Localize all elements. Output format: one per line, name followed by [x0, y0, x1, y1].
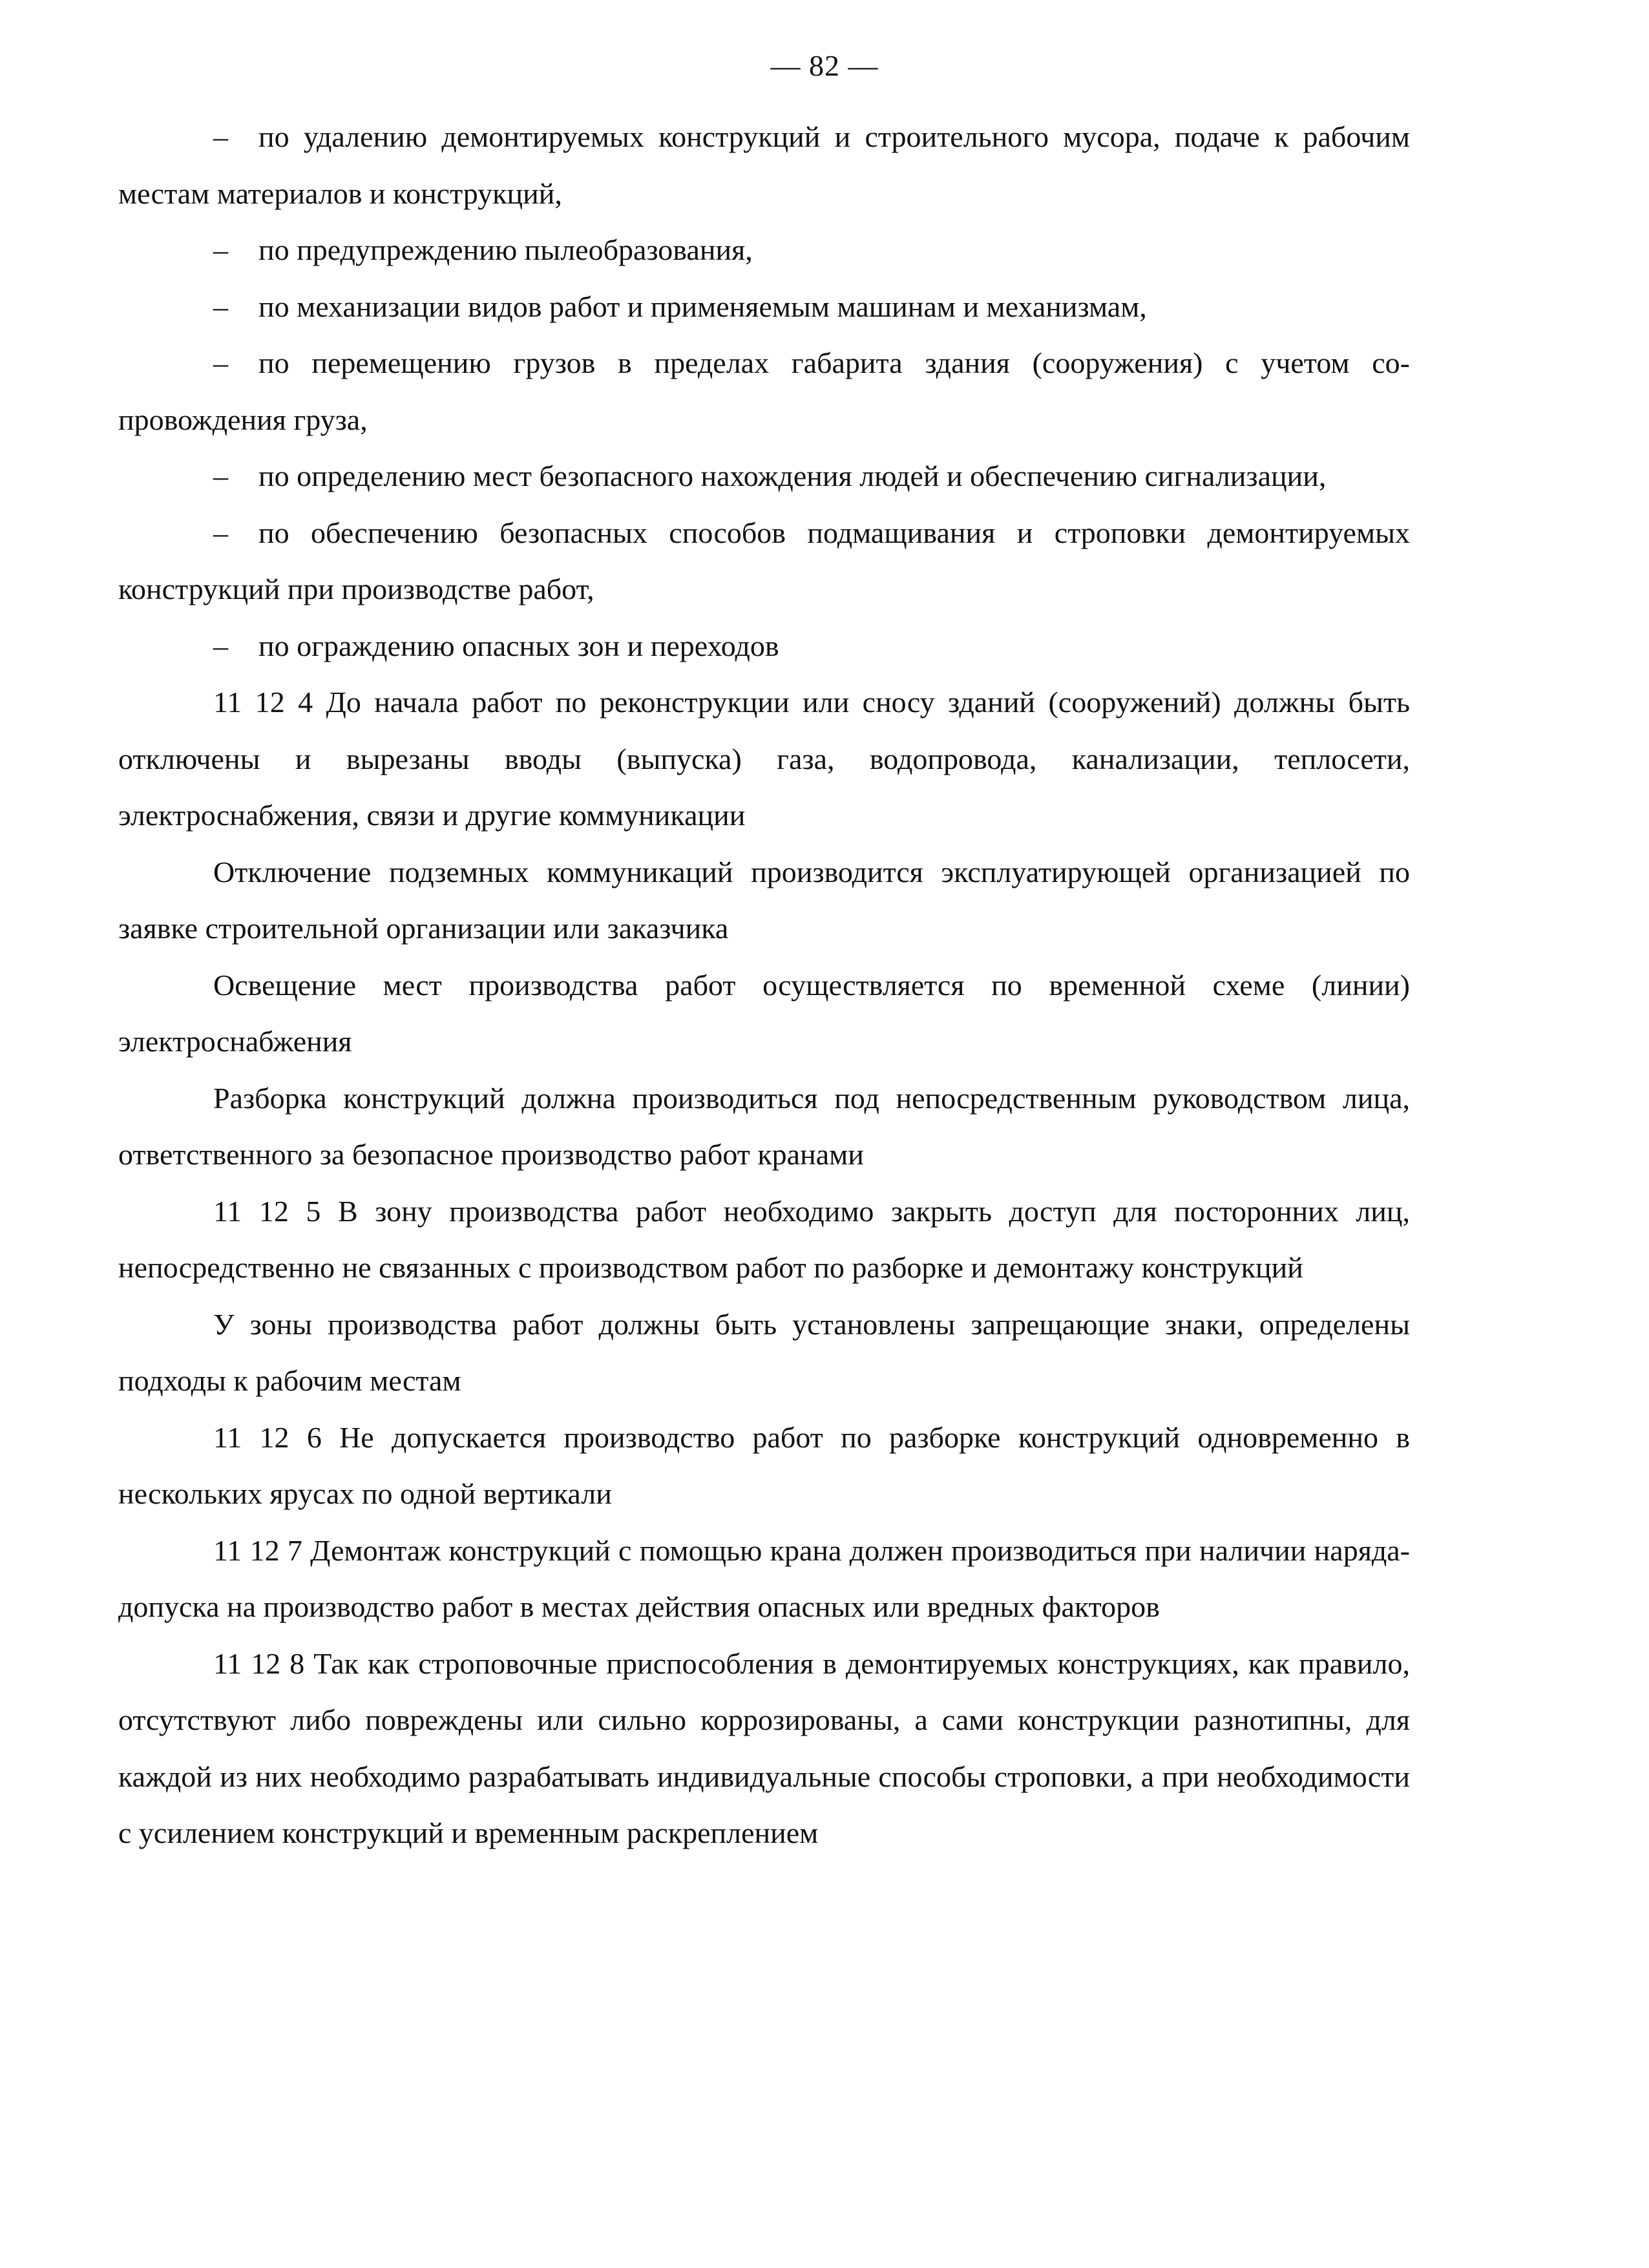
list-item-text: по определению мест безопасного нахождения людей и обеспечению сигнализации, — [258, 459, 1327, 492]
dash-marker: – — [213, 516, 228, 549]
dash-marker: – — [213, 629, 228, 662]
list-item — [118, 222, 1410, 278]
list-item-text: по ограждению опасных зон и переходов — [258, 629, 779, 662]
page-number: — 82 — — [770, 49, 879, 82]
list-item-text: по перемещению грузов в пределах габарита здания (сооружения) с учетом сопровождения груза, — [118, 346, 1410, 436]
list-item — [118, 505, 1410, 618]
paragraph-warning-signs: У зоны производства работ должны быть установлены запрещающие знаки, определены подходы к рабочим местам — [118, 1307, 1410, 1397]
paragraph-disconnection: Отключение подземных коммуникаций производится эксплуатирующей организацией по заявке строительной организации или заказчика — [118, 855, 1410, 945]
dash-marker: – — [213, 459, 228, 492]
list-item — [118, 109, 1410, 222]
list-item — [118, 335, 1410, 448]
list-item — [118, 448, 1410, 505]
list-item — [118, 618, 1410, 675]
clause-11-12-7: 11 12 7 Демонтаж конструкций с помощью крана должен производиться при наличии наряда-допуска на производство работ в местах действия опасных или вредных факторов — [118, 1533, 1410, 1623]
clause-11-12-4: 11 12 4 До начала работ по реконструкции или сносу зданий (сооружений) должны быть отключены и вырезаны вводы (выпуска) газа, водопровода, канализации, теплосети, электроснабжения, связи и другие коммуникации — [118, 686, 1410, 832]
clause-11-12-5: 11 12 5 В зону производства работ необходимо закрыть доступ для посторонних лиц, непосредственно не связанных с производством работ по разборке и демонтажу конструкций — [118, 1194, 1410, 1284]
paragraph-dismantling-supervision: Разборка конструкций должна производиться под непосредственным руководством лица, ответственного за безопасное производство работ кранами — [118, 1081, 1410, 1171]
list-item — [118, 278, 1410, 335]
dash-marker: – — [213, 289, 228, 323]
paragraph-lighting: Освещение мест производства работ осуществляется по временной схеме (линии) электроснабжения — [118, 968, 1410, 1058]
dash-marker: – — [213, 120, 228, 153]
document-body — [118, 109, 1410, 1862]
dash-marker: – — [213, 233, 228, 266]
dash-marker: – — [213, 346, 228, 379]
list-item-text: по удалению демонтируемых конструкций и строительного мусора, подаче к рабочим местам материалов и конструкций, — [118, 120, 1410, 210]
list-item-text: по предупреждению пылеобразования, — [258, 233, 753, 266]
clause-11-12-6: 11 12 6 Не допускается производство работ по разборке конструкций одновременно в нескольких ярусах по одной вертикали — [118, 1420, 1410, 1510]
clause-11-12-8: 11 12 8 Так как строповочные приспособления в демонтируемых конструкциях, как правило, отсутствуют либо повреждены или сильно коррозированы, а сами конструкции разнотипны, для каждой из них необходимо разрабатывать индивидуальные способы строповки, а при необходимости с усилением конструкций и временным раскреплением — [118, 1646, 1410, 1849]
list-item-text: по механизации видов работ и применяемым машинам и механизмам, — [258, 289, 1147, 323]
list-item-text: по обеспечению безопасных способов подмащивания и строповки демонтируемых конструкций при производстве работ, — [118, 516, 1410, 605]
